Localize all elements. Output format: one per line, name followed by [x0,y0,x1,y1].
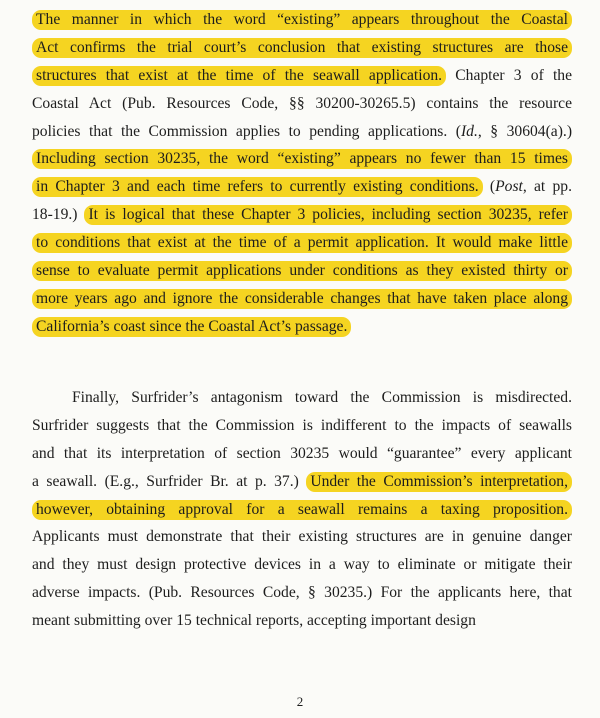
text-line [32,118,572,146]
body-text: and they must design protective devices in a way to eliminate or mitigate their [32,556,572,574]
text-line [32,412,572,440]
text-line [32,6,572,34]
body-text: ( [482,178,496,196]
text-line [32,551,572,579]
highlighted-text: sense to evaluate permit applications under conditions as they existed thirty or [32,261,572,281]
text-line [32,229,572,257]
body-text: meant submitting over 15 technical reports, accepting important design [32,612,476,630]
text-line [32,201,572,229]
text-line [32,90,572,118]
paragraph-1 [32,6,572,341]
text-line [32,34,572,62]
highlighted-text: Under the Commission’s interpretation, [306,472,572,492]
highlighted-text: It is logical that these Chapter 3 policies, including section 30235, refer [84,205,572,225]
text-line [32,496,572,524]
page-number: 2 [296,694,304,709]
body-text: Finally, Surfrider’s antagonism toward the Commission is misdirected. [72,389,572,406]
highlighted-text: California’s coast since the Coastal Act’s passage. [32,317,351,337]
paragraph-2 [32,384,572,635]
text-line [32,313,572,341]
text-line [32,607,572,635]
text-line [32,62,572,90]
body-text: adverse impacts. (Pub. Resources Code, § 30235.) For the applicants here, that [32,584,572,602]
text-line [32,257,572,285]
body-text: policies that the Commission applies to pending applications. ( [32,122,461,140]
body-text: Applicants must demonstrate that their existing structures are in genuine danger [32,528,572,546]
highlighted-text: more years ago and ignore the considerable changes that have taken place along [32,289,572,309]
body-text: Coastal Act (Pub. Resources Code, §§ 30200-30265.5) contains the resource [32,94,572,112]
body-text: and that its interpretation of section 30235 would “guarantee” every applicant [32,444,572,462]
text-line [32,523,572,551]
text-line [32,145,572,173]
text-line [32,440,572,468]
highlighted-text: Including section 30235, the word “existing” appears no fewer than 15 times [32,149,572,169]
body-text: Surfrider suggests that the Commission is indifferent to the impacts of seawalls [32,416,572,434]
highlighted-text: to conditions that exist at the time of a permit application. It would make little [32,233,572,253]
highlighted-text: Act confirms the trial court’s conclusion that existing structures are those [32,38,572,58]
highlighted-text: in Chapter 3 and each time refers to currently existing conditions. [32,177,483,197]
text-line [32,468,572,496]
body-text: Chapter 3 of the [446,66,572,84]
highlighted-text: The manner in which the word “existing” appears throughout the Coastal [32,10,572,30]
text-line [32,173,572,201]
italic-citation: Post [495,178,523,196]
text-line [32,384,572,412]
body-text: , at pp. [522,178,572,196]
highlighted-text: however, obtaining approval for a seawall remains a taxing proposition. [32,500,572,520]
body-text: 18-19.) [32,206,85,224]
body-text: a seawall. (E.g., Surfrider Br. at p. 37.) [32,472,307,490]
italic-citation: Id. [460,122,478,140]
text-line [32,285,572,313]
text-line [32,579,572,607]
body-text: , § 30604(a).) [477,122,573,140]
highlighted-text: structures that exist at the time of the seawall application. [32,66,446,86]
